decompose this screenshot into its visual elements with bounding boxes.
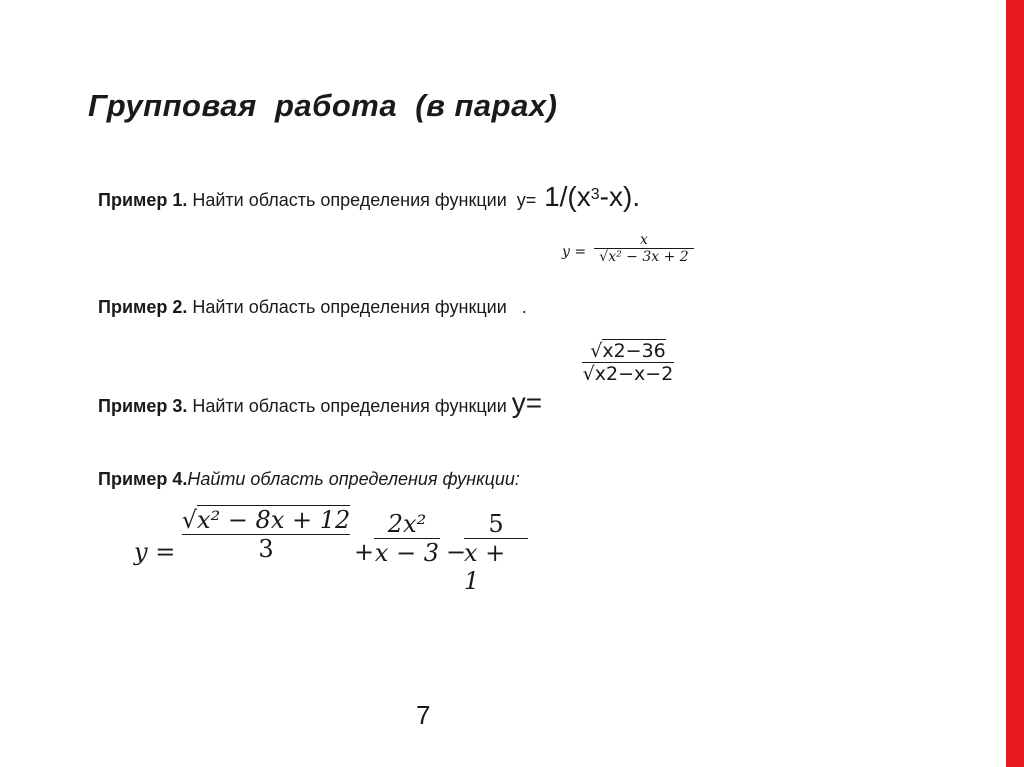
example-2-lhs: y = [562, 244, 587, 260]
example-2-denominator: √x² − 3x + 2 [599, 249, 689, 265]
example-1-text: Найти область определения функции у= [187, 190, 537, 210]
example-3-label: Пример 3. [98, 396, 188, 416]
example-4-term3-num: 5 [488, 510, 504, 538]
example-2-radicand: x² − 3x + 2 [608, 249, 689, 265]
example-2-label: Пример 2. [98, 297, 188, 317]
example-4-term3 [464, 510, 528, 595]
example-4 [88, 448, 520, 490]
example-4-term1 [182, 506, 350, 563]
example-3-num-radicand: x2−36 [602, 340, 666, 362]
example-4-term1-num: √x² − 8x + 12 [181, 506, 351, 534]
example-2-fraction [594, 232, 694, 265]
example-4-lhs: y = [134, 538, 176, 566]
example-4-label: Пример 4. [98, 469, 188, 489]
corner-accent-decoration [984, 0, 1024, 767]
example-3-numerator: √x2−36 [590, 340, 666, 362]
slide-title: Групповая работа (в парах) [88, 88, 558, 123]
example-1-exponent: 3 [590, 186, 600, 203]
example-2 [88, 276, 527, 318]
example-4-op1: + [354, 538, 375, 566]
example-4-term1-den: 3 [258, 535, 274, 563]
page-number: 7 [416, 700, 431, 730]
example-1-label: Пример 1. [98, 190, 188, 210]
example-3-fraction [582, 340, 674, 385]
example-4-term2-num: 2x² [387, 510, 427, 538]
example-4-term1-radicand: x² − 8x + 12 [197, 506, 351, 534]
example-1-formula-tail: -х). [599, 181, 641, 212]
example-3 [88, 366, 542, 419]
example-3-den-radicand: x2 [594, 363, 619, 385]
example-2-text: Найти область определения функции . [187, 297, 527, 317]
example-4-term2-den: x − 3 [374, 539, 440, 567]
example-2-numerator: x [640, 232, 648, 248]
example-4-formula [134, 506, 534, 602]
example-2-formula [562, 232, 702, 290]
example-1-formula: 1/(х [536, 181, 591, 212]
example-4-term3-den: x + 1 [464, 539, 506, 595]
example-4-term2 [374, 510, 440, 567]
example-4-op2: − [446, 538, 467, 566]
example-1 [88, 160, 640, 213]
example-3-lhs: у= [511, 387, 543, 418]
example-4-text: Найти область определения функции: [187, 469, 520, 489]
example-3-denominator: √x2−x−2 [582, 363, 674, 385]
example-3-text: Найти область определения функции [187, 396, 512, 416]
example-3-den-tail: −x−2 [618, 363, 674, 385]
